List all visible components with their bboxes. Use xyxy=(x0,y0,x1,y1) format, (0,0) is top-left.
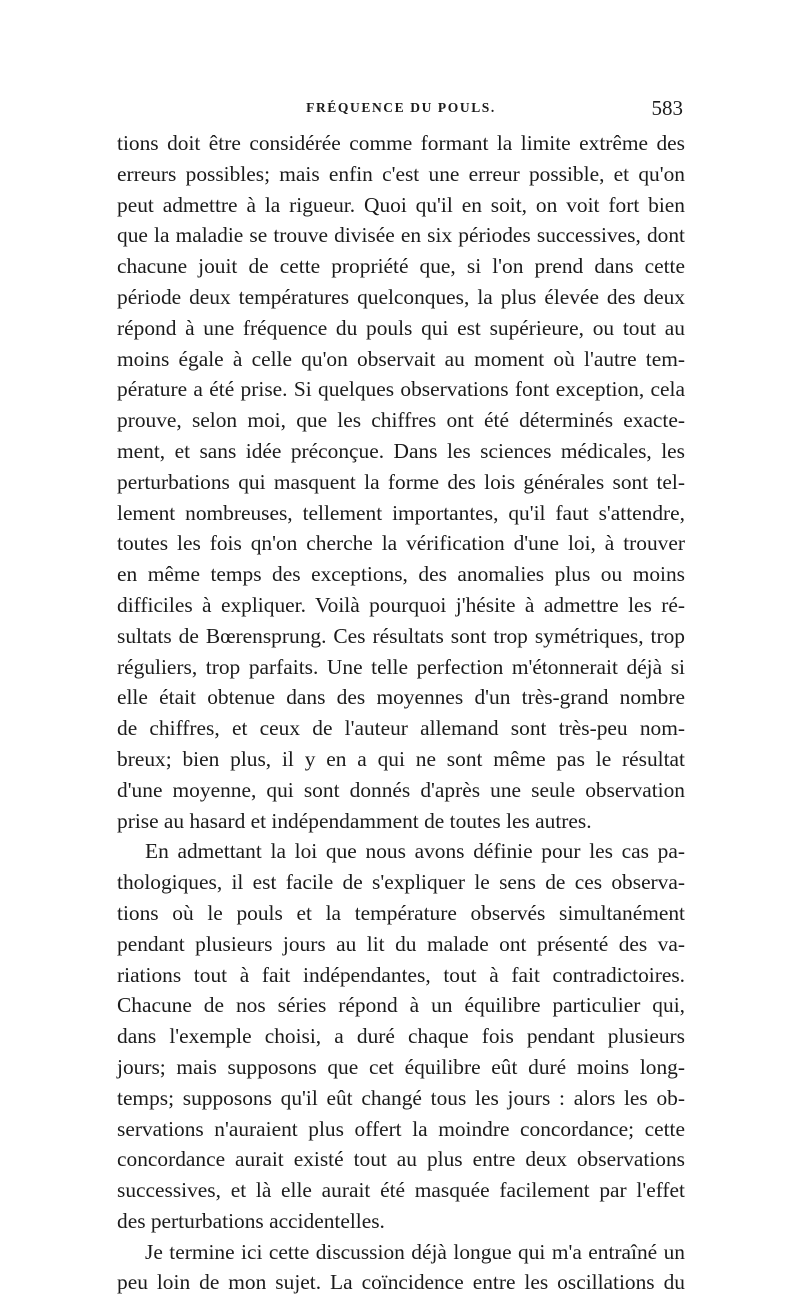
text-line: d'une moyenne, qui sont donnés d'après une seule observation xyxy=(117,777,685,802)
text-line: difficiles à expliquer. Voilà pourquoi j'hésite à admettre les ré- xyxy=(117,592,685,617)
text-line: lement nombreuses, tellement importantes, qu'il faut s'attendre, xyxy=(117,500,685,525)
text-line: temps; supposons qu'il eût changé tous les jours : alors les ob- xyxy=(117,1085,685,1110)
text-line: tions doit être considérée comme formant la limite extrême des xyxy=(117,131,685,155)
running-title: FRÉQUENCE DU POULS. xyxy=(306,100,496,115)
text-line: dans l'exemple choisi, a duré chaque fois pendant plusieurs xyxy=(117,1024,685,1049)
text-line: prouve, selon moi, que les chiffres ont été déterminés exacte- xyxy=(117,408,685,433)
text-line: Chacune de nos séries répond à un équilibre particulier qui, xyxy=(117,993,685,1018)
text-line: prise au hasard et indépendamment de toutes les autres. xyxy=(117,808,592,833)
text-line: breux; bien plus, il y en a qui ne sont même pas le résultat xyxy=(117,746,685,771)
running-head xyxy=(117,98,685,122)
text-line: toutes les fois qn'on cherche la vérification d'une loi, à trouver xyxy=(117,531,685,556)
text-line: peut admettre à la rigueur. Quoi qu'il en soit, on voit fort bien xyxy=(117,192,685,217)
text-line: en même temps des exceptions, des anomalies plus ou moins xyxy=(117,562,685,587)
text-line: elle était obtenue dans des moyennes d'un très-grand nombre xyxy=(117,685,685,710)
body-text xyxy=(117,128,685,1298)
text-line: servations n'auraient plus offert la moindre concordance; cette xyxy=(117,1116,685,1141)
text-line: erreurs possibles; mais enfin c'est une erreur possible, et qu'on xyxy=(117,161,685,186)
text-line: riations tout à fait indépendantes, tout à fait contradictoires. xyxy=(117,962,685,987)
text-line: période deux températures quelconques, la plus élevée des deux xyxy=(117,284,685,309)
text-line: réguliers, trop parfaits. Une telle perfection m'étonnerait déjà si xyxy=(117,654,685,679)
text-line: concordance aurait existé tout au plus entre deux observations xyxy=(117,1147,685,1172)
text-line: tions où le pouls et la température observés simultanément xyxy=(117,900,685,925)
text-line: de chiffres, et ceux de l'auteur allemand sont très-peu nom- xyxy=(117,716,685,741)
text-line: En admettant la loi que nous avons définie pour les cas pa- xyxy=(145,839,685,864)
text-line: sultats de Bœrensprung. Ces résultats sont trop symétriques, trop xyxy=(117,623,685,648)
text-line: moins égale à celle qu'on observait au moment où l'autre tem- xyxy=(117,346,685,371)
text-line: répond à une fréquence du pouls qui est supérieure, ou tout au xyxy=(117,315,685,340)
text-line: ment, et sans idée préconçue. Dans les sciences médicales, les xyxy=(117,438,685,463)
page-number: 583 xyxy=(651,96,683,120)
text-line: perturbations qui masquent la forme des lois générales sont tel- xyxy=(117,469,685,494)
text-line: chacune jouit de cette propriété que, si l'on prend dans cette xyxy=(117,254,685,279)
text-line: des perturbations accidentelles. xyxy=(117,1208,385,1233)
text-line: pérature a été prise. Si quelques observations font exception, cela xyxy=(117,377,685,402)
text-line: pendant plusieurs jours au lit du malade ont présenté des va- xyxy=(117,931,685,956)
text-line: peu loin de mon sujet. La coïncidence entre les oscillations du xyxy=(117,1270,685,1295)
text-line: successives, et là elle aurait été masquée facilement par l'effet xyxy=(117,1178,685,1203)
text-line: jours; mais supposons que cet équilibre eût duré moins long- xyxy=(117,1054,685,1079)
text-line: que la maladie se trouve divisée en six périodes successives, dont xyxy=(117,223,685,248)
text-line: Je termine ici cette discussion déjà longue qui m'a entraîné un xyxy=(145,1239,685,1264)
text-line: thologiques, il est facile de s'expliquer le sens de ces observa- xyxy=(117,870,685,895)
